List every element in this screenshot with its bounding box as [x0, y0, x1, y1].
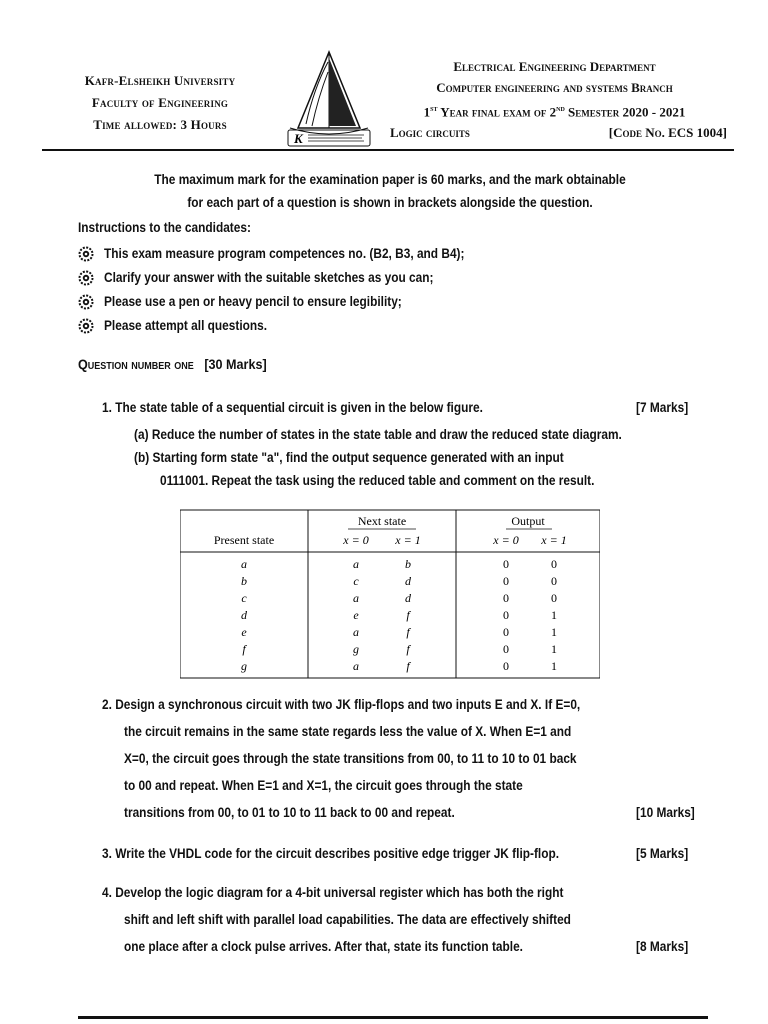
- instructions-list: [78, 242, 514, 338]
- table-row: [241, 608, 557, 622]
- table-cell: e: [241, 625, 247, 639]
- table-cell: a: [353, 625, 359, 639]
- question-one-title: Question number one [30 Marks]: [78, 356, 267, 372]
- table-cell: g: [353, 642, 359, 656]
- department-name: Electrical Engineering Department: [453, 59, 656, 74]
- q3-marks: [5 Marks]: [636, 846, 689, 861]
- out-x1: x = 1: [541, 533, 567, 547]
- table-cell: 1: [551, 608, 557, 622]
- q1-marks: [7 Marks]: [636, 400, 689, 415]
- table-cell: 0: [551, 574, 557, 588]
- q1-part-a: (a) Reduce the number of states in the state table and draw the reduced state diagram.: [134, 427, 622, 442]
- q2-line4: to 00 and repeat. When E=1 and X=1, the circuit goes through the state: [124, 778, 523, 793]
- header-divider: [42, 149, 734, 151]
- intro-paragraph: The maximum mark for the examination paper is 60 marks, and the mark obtainable for each part of a question is shown in brackets alongside the question.: [154, 172, 626, 210]
- table-cell: 0: [551, 591, 557, 605]
- q4-marks: [8 Marks]: [636, 939, 689, 954]
- q2-line2: the circuit remains in the same state regards less the value of X. When E=1 and: [124, 724, 572, 739]
- gear-bullet-icon: [78, 318, 94, 334]
- col-next-state: Next state: [357, 514, 407, 528]
- table-cell: 1: [551, 642, 557, 656]
- table-cell: 0: [503, 591, 509, 605]
- q2-line1: 2. Design a synchronous circuit with two JK flip-flops and two inputs E and X. If E=0,: [102, 697, 581, 712]
- table-cell: b: [241, 574, 247, 588]
- list-item: Clarify your answer with the suitable sketches as you can;: [78, 266, 514, 290]
- table-row: [241, 574, 557, 588]
- table-cell: 0: [503, 557, 509, 571]
- table-cell: c: [353, 574, 359, 588]
- q1-part-b-line1: (b) Starting form state "a", find the output sequence generated with an input: [134, 450, 564, 465]
- university-logo: [284, 48, 374, 148]
- q4-line1: 4. Develop the logic diagram for a 4-bit universal register which has both the right: [102, 885, 564, 900]
- table-cell: a: [241, 557, 247, 571]
- q1-stem: 1. The state table of a sequential circuit is given in the below figure.: [102, 400, 483, 415]
- logo-letter: K: [294, 131, 303, 146]
- q1-part-b-line2: 0111001. Repeat the task using the reduced table and comment on the result.: [160, 473, 595, 488]
- table-cell: a: [353, 591, 359, 605]
- table-cell: 0: [503, 608, 509, 622]
- list-item: Please attempt all questions.: [78, 314, 514, 338]
- table-body: [241, 557, 557, 673]
- branch-name: Computer engineering and systems Branch: [436, 80, 673, 95]
- list-item: Please use a pen or heavy pencil to ensure legibility;: [78, 290, 514, 314]
- out-x0: x = 0: [493, 533, 519, 547]
- table-cell: d: [405, 591, 411, 605]
- table-cell: 0: [503, 574, 509, 588]
- table-cell: a: [353, 557, 359, 571]
- table-cell: e: [353, 608, 359, 622]
- gear-bullet-icon: [78, 294, 94, 310]
- header-institution: [40, 70, 280, 136]
- table-cell: d: [241, 608, 247, 622]
- q4-line2: shift and left shift with parallel load capabilities. The data are effectively shifted: [124, 912, 571, 927]
- q2-line3: X=0, the circuit goes through the state transitions from 00, to 11 to 10 to 01 back: [124, 751, 577, 766]
- table-row: [242, 642, 557, 656]
- col-present-state: Present state: [213, 533, 275, 547]
- table-cell: d: [405, 574, 411, 588]
- table-cell: f: [406, 659, 410, 673]
- course-row: [382, 122, 727, 143]
- q4-line3: one place after a clock pulse arrives. After that, state its function table.: [124, 939, 523, 954]
- list-item: This exam measure program competences no. (B2, B3, and B4);: [78, 242, 514, 266]
- table-row: [241, 659, 557, 673]
- table-cell: 0: [503, 659, 509, 673]
- q2-marks: [10 Marks]: [636, 805, 695, 820]
- table-cell: 0: [503, 625, 509, 639]
- state-table: [180, 508, 600, 680]
- table-cell: f: [242, 642, 246, 656]
- table-cell: 0: [551, 557, 557, 571]
- gear-bullet-icon: [78, 246, 94, 262]
- table-cell: f: [406, 642, 410, 656]
- table-cell: 0: [503, 642, 509, 656]
- course-name: Logic circuits: [390, 125, 470, 141]
- faculty-name: Faculty of Engineering: [91, 95, 229, 110]
- next-x1: x = 1: [395, 533, 421, 547]
- course-code: [Code No. ECS 1004]: [608, 125, 727, 141]
- table-cell: 1: [551, 659, 557, 673]
- next-x0: x = 0: [343, 533, 369, 547]
- table-row: [241, 591, 557, 605]
- table-cell: a: [353, 659, 359, 673]
- university-name: Kafr-Elsheikh University: [84, 73, 236, 88]
- gear-bullet-icon: [78, 270, 94, 286]
- header-exam-info: [382, 56, 727, 143]
- table-cell: c: [241, 591, 247, 605]
- col-output: Output: [511, 514, 545, 528]
- time-allowed: Time allowed: 3 Hours: [93, 117, 227, 132]
- footer-divider: [78, 1016, 708, 1019]
- table-cell: f: [406, 625, 410, 639]
- table-cell: 1: [551, 625, 557, 639]
- exam-title: 1st Year final exam of 2nd Semester 2020 - 2021: [423, 104, 686, 120]
- table-cell: b: [405, 557, 411, 571]
- table-row: [241, 557, 557, 571]
- q2-line5: transitions from 00, to 01 to 10 to 11 back to 00 and repeat.: [124, 805, 455, 820]
- instructions-title: Instructions to the candidates:: [78, 220, 251, 235]
- table-row: [241, 625, 557, 639]
- table-cell: g: [241, 659, 247, 673]
- q3-line: 3. Write the VHDL code for the circuit describes positive edge trigger JK flip-flop.: [102, 846, 560, 861]
- table-cell: f: [406, 608, 410, 622]
